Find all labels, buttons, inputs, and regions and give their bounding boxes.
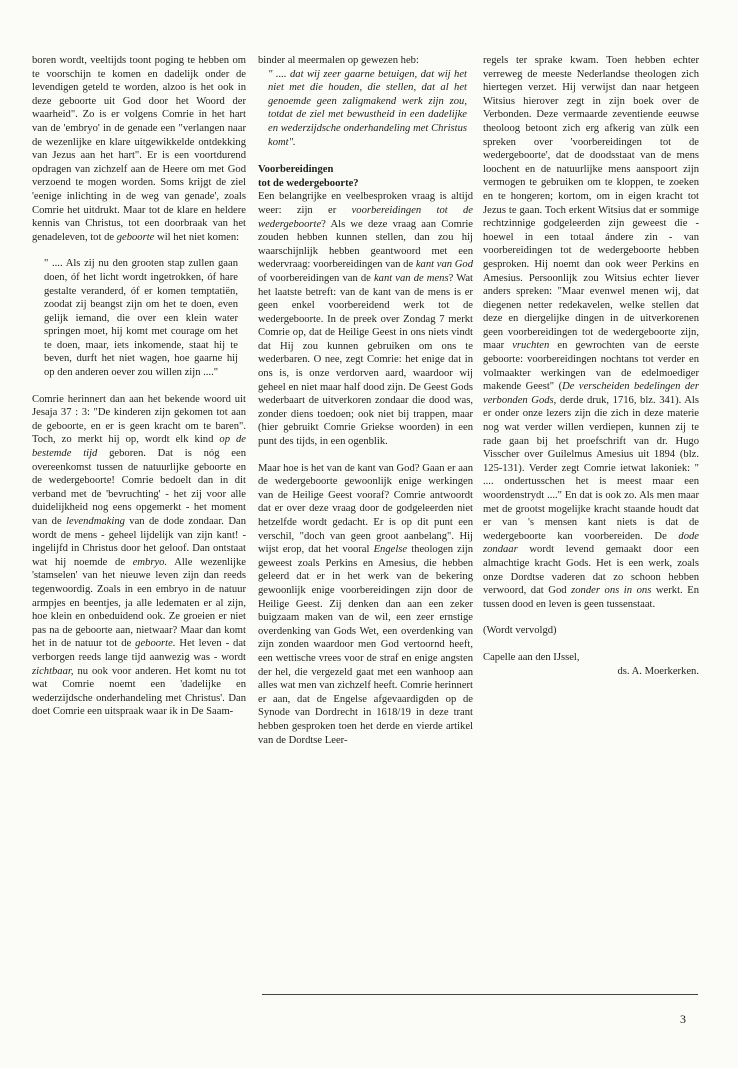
paragraph: Comrie herinnert dan aan het bekende woord uit Jesaja 37 : 3: "De kinderen zijn gekomen tot aan de geboorte, en er is geen kracht om te baren". Toch, zo merkt hij op, wordt elk kind op de bestemde tijd geboren. Dat is nóg een overeenkomst tussen de natuurlijke geboorte en de wedergeboorte! Comrie bedoelt dan in dit verband met de 'bevruchting' - het zij voor alle duidelijkheid nog eens opgemerkt - het moment van de levendmaking van de dode zondaar. Dan wordt de mens - geheel lijdelijk van zijn kant! - ingelijfd in Christus door het geloof. Dan ontstaat wat hij noemde de embryo. Alle wezenlijke 'stamselen' van het nieuwe leven zijn dan reeds tegenwoordig. Zoals in een embryo in de natuur armpjes en beentjes, ja alle ledematen er al zijn, hoe klein en onbeduidend ook. Ze groeien er niet pas na de geboorte aan, nietwaar? Maar dan komt het in de natuur tot de geboorte. Het leven - dat verborgen reeds lange tijd aanwezig was - wordt zichtbaar, nu ook voor anderen. Het komt nu tot wat Comrie noemt een 'dadelijke en wederzijdsche onderhandeling met Christus'. Dan doet Comrie een uitspraak waar ik in De Saam- <box>32 393 246 718</box>
place-line: Capelle aan den IJssel, <box>483 651 580 663</box>
page-number: 3 <box>680 1012 686 1026</box>
paragraph: regels ter sprake kwam. Toen hebben echter verreweg de meeste Nederlandse theologen zich hiertegen verzet. Hij verwijst dan naar hetgeen Witsius hierover zegt in zijn boek over de Verbonden. Deze vermaarde zeventiende eeuwse theoloog betoont zich erg afkerig van zùlk een spreken over 'voorbereidingen tot de wedergeboorte', dat de doodsstaat van de mens loochent en de natuurlijke mens aanspoort zijn vermogen te gebruiken om te kloppen, te zoeken en te hongeren; kortom, om in eigen kracht tot Jezus te gaan. Toch erkent Witsius dat er sommige rechtzinnige godgeleerden zijn geweest die - hoewel in een totaal ándere zin - van voorbereidingen tot de wedergeboorte hebben gesproken. Hij noemt dan ook weer Perkins en Amesius. Persoonlijk zou Witsius echter liever anders spreken: "Maar evenwel menen wij, dat diegenen netter redekavelen, welke stellen dat deze en diergelijke dingen in de uitverkorenen geen voorbereidingen tot de wedergeboorte zijn, maar vruchten en gewrochten van de eerste geboorte: voorbereidingen nochtans tot verder en volmaakter werkingen van de edelmoediger makende Geest" (De verscheiden bedelingen der verbonden Gods, derde druk, 1716, blz. 341). Als er onder onze lezers zijn die zich in deze materie nog wat verder willen verdiepen, kunnen zij te rade gaan bij het proefschrift van dr. Hugo Visscher over Guilelmus Amesius uit 1894 (blz. 125-131). Verder zegt Comrie ietwat lakoniek: " .... ondertusschen het is meest maar een woordenstrydt ...." En dat is ook zo. Als men maar met de grootst mogelijke kracht staande houdt dat er van 's mensen kant niets is dat de wedergeboorte kan voorbereiden. De dode zondaar wordt levend gemaakt door een almachtige kracht Gods. Het is een werk, zoals onze Dordtse vaderen dat zo schoon hebben verwoord, dat God zonder ons in ons werkt. En tussen dood en leven is geen tussenstaat. <box>483 55 699 610</box>
section-heading: Voorbereidingen tot de wedergeboorte? <box>258 164 359 189</box>
footer-rule <box>262 994 698 995</box>
block-quote: " .... Als zij nu den grooten stap zullen gaan doen, óf het licht wordt ingetrokken, óf hare gestalte veranderd, óf er komen temptatiën, zoodat zij beangst zijn om het te doen, even gelijk iemand, die over een klein water springen moet, hij komt met courage om het te doen, maar, iets inkomende, staat hij te beven, durft het niet wagen, hoe gaarne hij op den anderen oever zou willen zijn ...." <box>44 258 238 379</box>
paragraph: boren wordt, veeltijds toont poging te hebben om te voorschijn te komen en dadelijk onder de levendigen geteld te worden, alzoo is het ook in deze geboorte uit God door het Woord der waarheid". Zo is er volgens Comrie in het hart van de 'embryo' in de genade een "verlangen naar de wezenlijke en klare uitgewikkelde ontdekking van Jezus aan het hart". Er is een voortdurend opdragen van zichzelf aan de Heere om met God verzoend te mogen worden. Soms krijgt de ziel 'eenige inlichting in de weg van genade', zoals Comrie het uitdrukt. Maar tot de klare en heldere kennis van Christus, tot een doorbraak van het genadeleven, tot de geboorte wil het niet komen: <box>32 55 246 243</box>
column-1 <box>32 54 246 719</box>
author-signature: ds. A. Moerkerken. <box>617 665 699 677</box>
column-3 <box>483 54 699 678</box>
paragraph: Een belangrijke en veelbesproken vraag is altijd weer: zijn er voorbereidingen tot de wedergeboorte? Als we deze vraag aan Comrie zouden hebben kunnen stellen, dan zou hij waarschijnlijk hebben geantwoord met een wedervraag: voorbereidingen van de kant van God of voorbereidingen van de kant van de mens? Wat het laatste betreft: van de kant van de mens is er geen enkel voorbereidend werk tot de wedergeboorte. In de preek over Zondag 7 merkt Comrie op, dat de Heilige Geest in ons niets vindt dat Hij zou kunnen gebruiken om ons te wederbaren. O nee, zegt Comrie: het enige dat in ons is, is onze verdorven aard, waardoor wij geheel en niet maar half dood zijn. De Geest Gods wederbaart de uitverkoren zondaar die dood was, zonder diens toedoen; ook niet bij trappen, maar (hier gebruikt Comrie Griekse woorden) in een punt des tijds, in een ogenblik. <box>258 191 474 448</box>
paragraph: binder al meermalen op gewezen heb: <box>258 55 419 66</box>
paragraph: Maar hoe is het van de kant van God? Gaan er aan de wedergeboorte gewoonlijk enige werkingen van de Heilige Geest vooraf? Comrie antwoordt dat er over deze vraag door de godgeleerden niet hetzelfde wordt gedacht. Er is op dit punt een verschil, "doch van geen groot aanbelang". Hij wijst erop, dat het vooral Engelse theologen zijn geweest zoals Perkins en Amesius, die hebben geleerd dat er in het werk van de bekering gewoonlijk enige voorbereidingen zijn door de Heilige Geest. Zij denken dan aan een zeker buigzaam maken van de wil, een zeer ernstige overdenking van Gods Wet, een overdenking van zijn zonden waardoor men God vertoornd heeft, een wettische vrees voor de straf en enige angsten der hel, die vergezeld gaat met een wanhoop aan alles wat men van zichzelf heeft. Comrie herinnert er aan, dat de Engelse afgevaardigden op de Synode van Dordrecht in 1618/19 in deze trant hebben gesproken toen het derde en vierde artikel van de Dordtse Leer- <box>258 462 474 746</box>
continued-note: (Wordt vervolgd) <box>483 625 557 637</box>
column-2 <box>258 54 473 747</box>
block-quote: " .... dat wij zeer gaarne betuigen, dat wij het niet met die houden, die stellen, dat al het genoemde geen zaligmakend werk zijn zou, totdat de ziel met bewustheid in een dadelijke en wederzijdsche onderhandeling met Christus komt". <box>268 68 467 148</box>
